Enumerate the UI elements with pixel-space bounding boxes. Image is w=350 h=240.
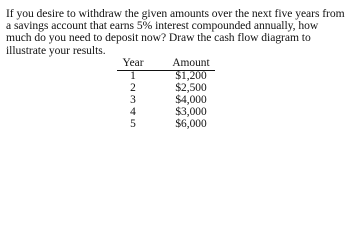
- amount-cell: $2,500: [175, 81, 207, 94]
- table-row: [117, 95, 215, 107]
- amount-cell: $1,200: [175, 69, 207, 82]
- amount-cell: $4,000: [175, 93, 207, 106]
- header-gap: [149, 58, 167, 70]
- question-text: If you desire to withdraw the given amounts over the next five years from a savings account that earns 5% interest compounded annually, how much do you need to deposit now? Draw the cash flow diagram to illustrate your results.: [6, 7, 345, 57]
- year-cell: 4: [130, 105, 136, 118]
- year-cell: 5: [130, 117, 136, 130]
- year-cell: 3: [130, 93, 136, 106]
- amount-cell: $3,000: [175, 105, 207, 118]
- amount-cell: $6,000: [175, 117, 207, 130]
- table-row: [117, 119, 215, 131]
- table-header-row: [117, 58, 215, 70]
- amount-header: Amount: [167, 58, 215, 70]
- year-cell: 2: [130, 81, 136, 94]
- year-cell: 1: [130, 69, 136, 82]
- year-header: Year: [117, 58, 149, 70]
- table-row: [117, 83, 215, 95]
- table-row: [117, 70, 215, 82]
- withdrawal-table: [117, 58, 215, 130]
- table-row: [117, 107, 215, 119]
